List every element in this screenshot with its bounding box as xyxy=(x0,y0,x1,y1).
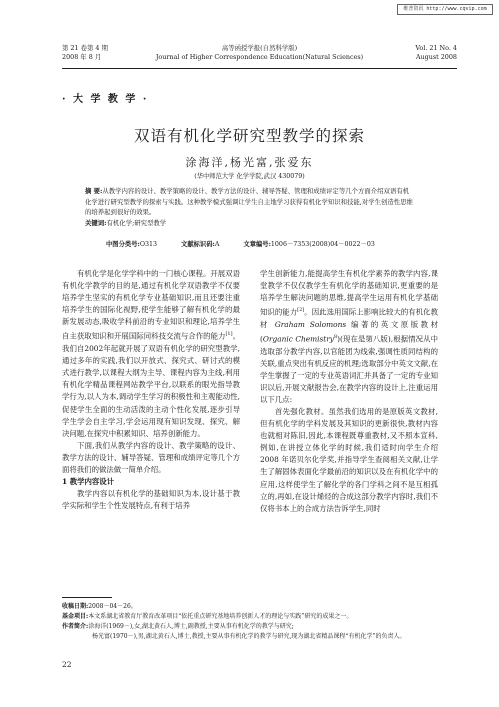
header-rule xyxy=(62,68,457,69)
citation: [1] xyxy=(225,331,233,338)
keywords-label: 关键词: xyxy=(85,218,107,227)
article-title: 双语有机化学研究型教学的探索 xyxy=(133,127,365,145)
journal-title xyxy=(62,44,457,62)
article-number: 文章编号:1006－7353(2008)04－0022－03 xyxy=(243,241,375,248)
body-paragraph: 下面,我们从教学内容的设计、教学策略的设计、教学方法的设计、辅导答疑、管理和成绩评定等几个方面将我们的做法做一简单介绍。 xyxy=(62,440,240,474)
document-code: 文献标识码:A xyxy=(181,241,220,248)
author-bio: 作者简介:涂海洋(1969－),女,湖北黄石人,博士,副教授,主要从事有机化学的教学与研究; xyxy=(62,623,294,630)
volume-number-en: Vol. 21 No. 4 xyxy=(415,44,457,52)
body-paragraph: 学生创新能力,能提高学生有机化学素养的教学内容,课堂教学不仅仅教学生有机化学的基础知识,更重要的是培养学生解决问题的思维,提高学生运用有机化学基础知识的能力[2]。因此选用国际上影响比较大的有机化教材 Graham Solomons 编著的英文原版教材(Organic Chemistry$^8$)(现在是第八版),根据情况从中选取部分教学内容,以官能团为线索,强调性质同结构的关联,重点突出有机反应的机理;选取部分中英文文献,在学生掌握了一定的专业英语词汇并具备了一定的专业知识以后,开展文献报告会,在教学内容的设计上,注重运用以下几点: xyxy=(260,269,438,404)
body-paragraph: 有机化学是化学学科中的一门核心课程。开展双语有机化学教学的目的是,通过有机化学双语教学不仅要培养学生坚实的有机化学专业基础知识,而且还要注重培养学生的国际化视野,使学生能够了解有机化学的最新发展动态,吸收学科前沿的专业知识和理论,培养学生自主获取知识和开展国际同科技交流与合作的能力[1]。我们自2002年起就开展了双语有机化学的研究型教学,通过多年的实践,我们以开放式、探究式、研讨式的模式进行教学,以课程大纲为主导、课程内容为主线,利用有机化学精品课程网站教学平台,以联系的眼光指导教学行为,以人为本,调动学生学习的积极性和主观能动性,促使学生全面的生动活泼的主动个性化发展,逐步引导学生学会自主学习,学会运用现有知识发现、探究、解决问题,在探究中积累知识、培养创新能力。 xyxy=(62,269,240,438)
footnotes xyxy=(62,602,457,642)
citation: 8 xyxy=(333,333,338,340)
journal-title-en: Journal of Higher Correspondence Education(Natural Sciences) xyxy=(155,53,364,61)
abstract-block xyxy=(85,186,415,228)
author-bio-2: 杨光富(1970－),男,湖北黄石人,博士,教授,主要从事有机化学的教学与研究,现为湖北省精品课程“有机化学”的负责人。 xyxy=(92,633,406,640)
fund-note: 基金项目:本文系湖北省教育厅教育改革项目“依托重点研究基地培养创新人才的理论与实践”研究的成果之一。 xyxy=(62,613,353,620)
section-heading: 1 教学内容设计 xyxy=(62,477,115,487)
abstract-label: 摘 要: xyxy=(85,187,103,195)
section-tag: · 大 学 教 学 · xyxy=(62,94,149,105)
issue-date: 2008 年 8 月 xyxy=(62,53,102,61)
authors: 涂海洋,杨光富,张爱东 xyxy=(185,156,314,169)
keywords-text: 有机化学;研究型教学 xyxy=(106,218,167,227)
body-paragraph: 首先强化教材。虽然我们选用的是原版英文教材,但有机化学的学科发展及其知识的更新很快,教材内容也就相对陈旧,因此,本课程既尊重教材,又不照本宣科,例如,在讲授立体化学的时候,我们适时向学生介绍 2008 年诺贝尔化学奖,并指导学生查阅相关文献,让学生了解固体表面化学最前沿的知识以及在有机化学中的应用,这样使学生了解化学的各门学科之间不是互相孤立的,再如,在设计烯烃的合成这部分教学内容时,我们不仅将书本上的合成方法告诉学生,同时 xyxy=(260,406,438,513)
keywords xyxy=(85,218,415,229)
body-column-right xyxy=(260,268,438,515)
body-column-left xyxy=(62,268,240,512)
clc-code: 中图分类号:O313 xyxy=(106,241,157,248)
book-author: Graham Solomons xyxy=(274,319,347,329)
issue-date-en: August 2008 xyxy=(415,53,457,61)
volume-issue: 第 21 卷第 4 期 xyxy=(62,44,108,52)
page-number: 22 xyxy=(62,660,72,669)
footnote-rule xyxy=(62,597,112,598)
abstract xyxy=(85,186,415,218)
affiliation: (华中师范大学 化学学院,武汉 430079) xyxy=(194,173,305,180)
abstract-text: 从教学内容的设计、教学策略的设计、教学方法的设计、辅导答疑、管理和成绩评定等几个方面介绍双语有机化学进行研究型教学的探索与实践。这种教学模式强调让学生自主地学习获得有机化学知识和技能,对学生创造性思维的培养起到很好的效果。 xyxy=(85,187,413,216)
volume-info-en xyxy=(415,44,457,62)
book-title: Organic Chemistry xyxy=(262,334,334,344)
journal-title-cn: 高等函授学报(自然科学版) xyxy=(221,44,298,52)
received-date: 收稿日期:2008－04－26。 xyxy=(62,603,137,610)
classification-line xyxy=(106,239,426,248)
watermark: 维普资讯 http://www.cqvip.com xyxy=(397,4,493,15)
body-paragraph: 教学内容以有机化学的基础知识为本,设计基于教学实际和学生个性发展特点,有利于培养 xyxy=(62,489,240,511)
citation: [2] xyxy=(297,307,305,314)
